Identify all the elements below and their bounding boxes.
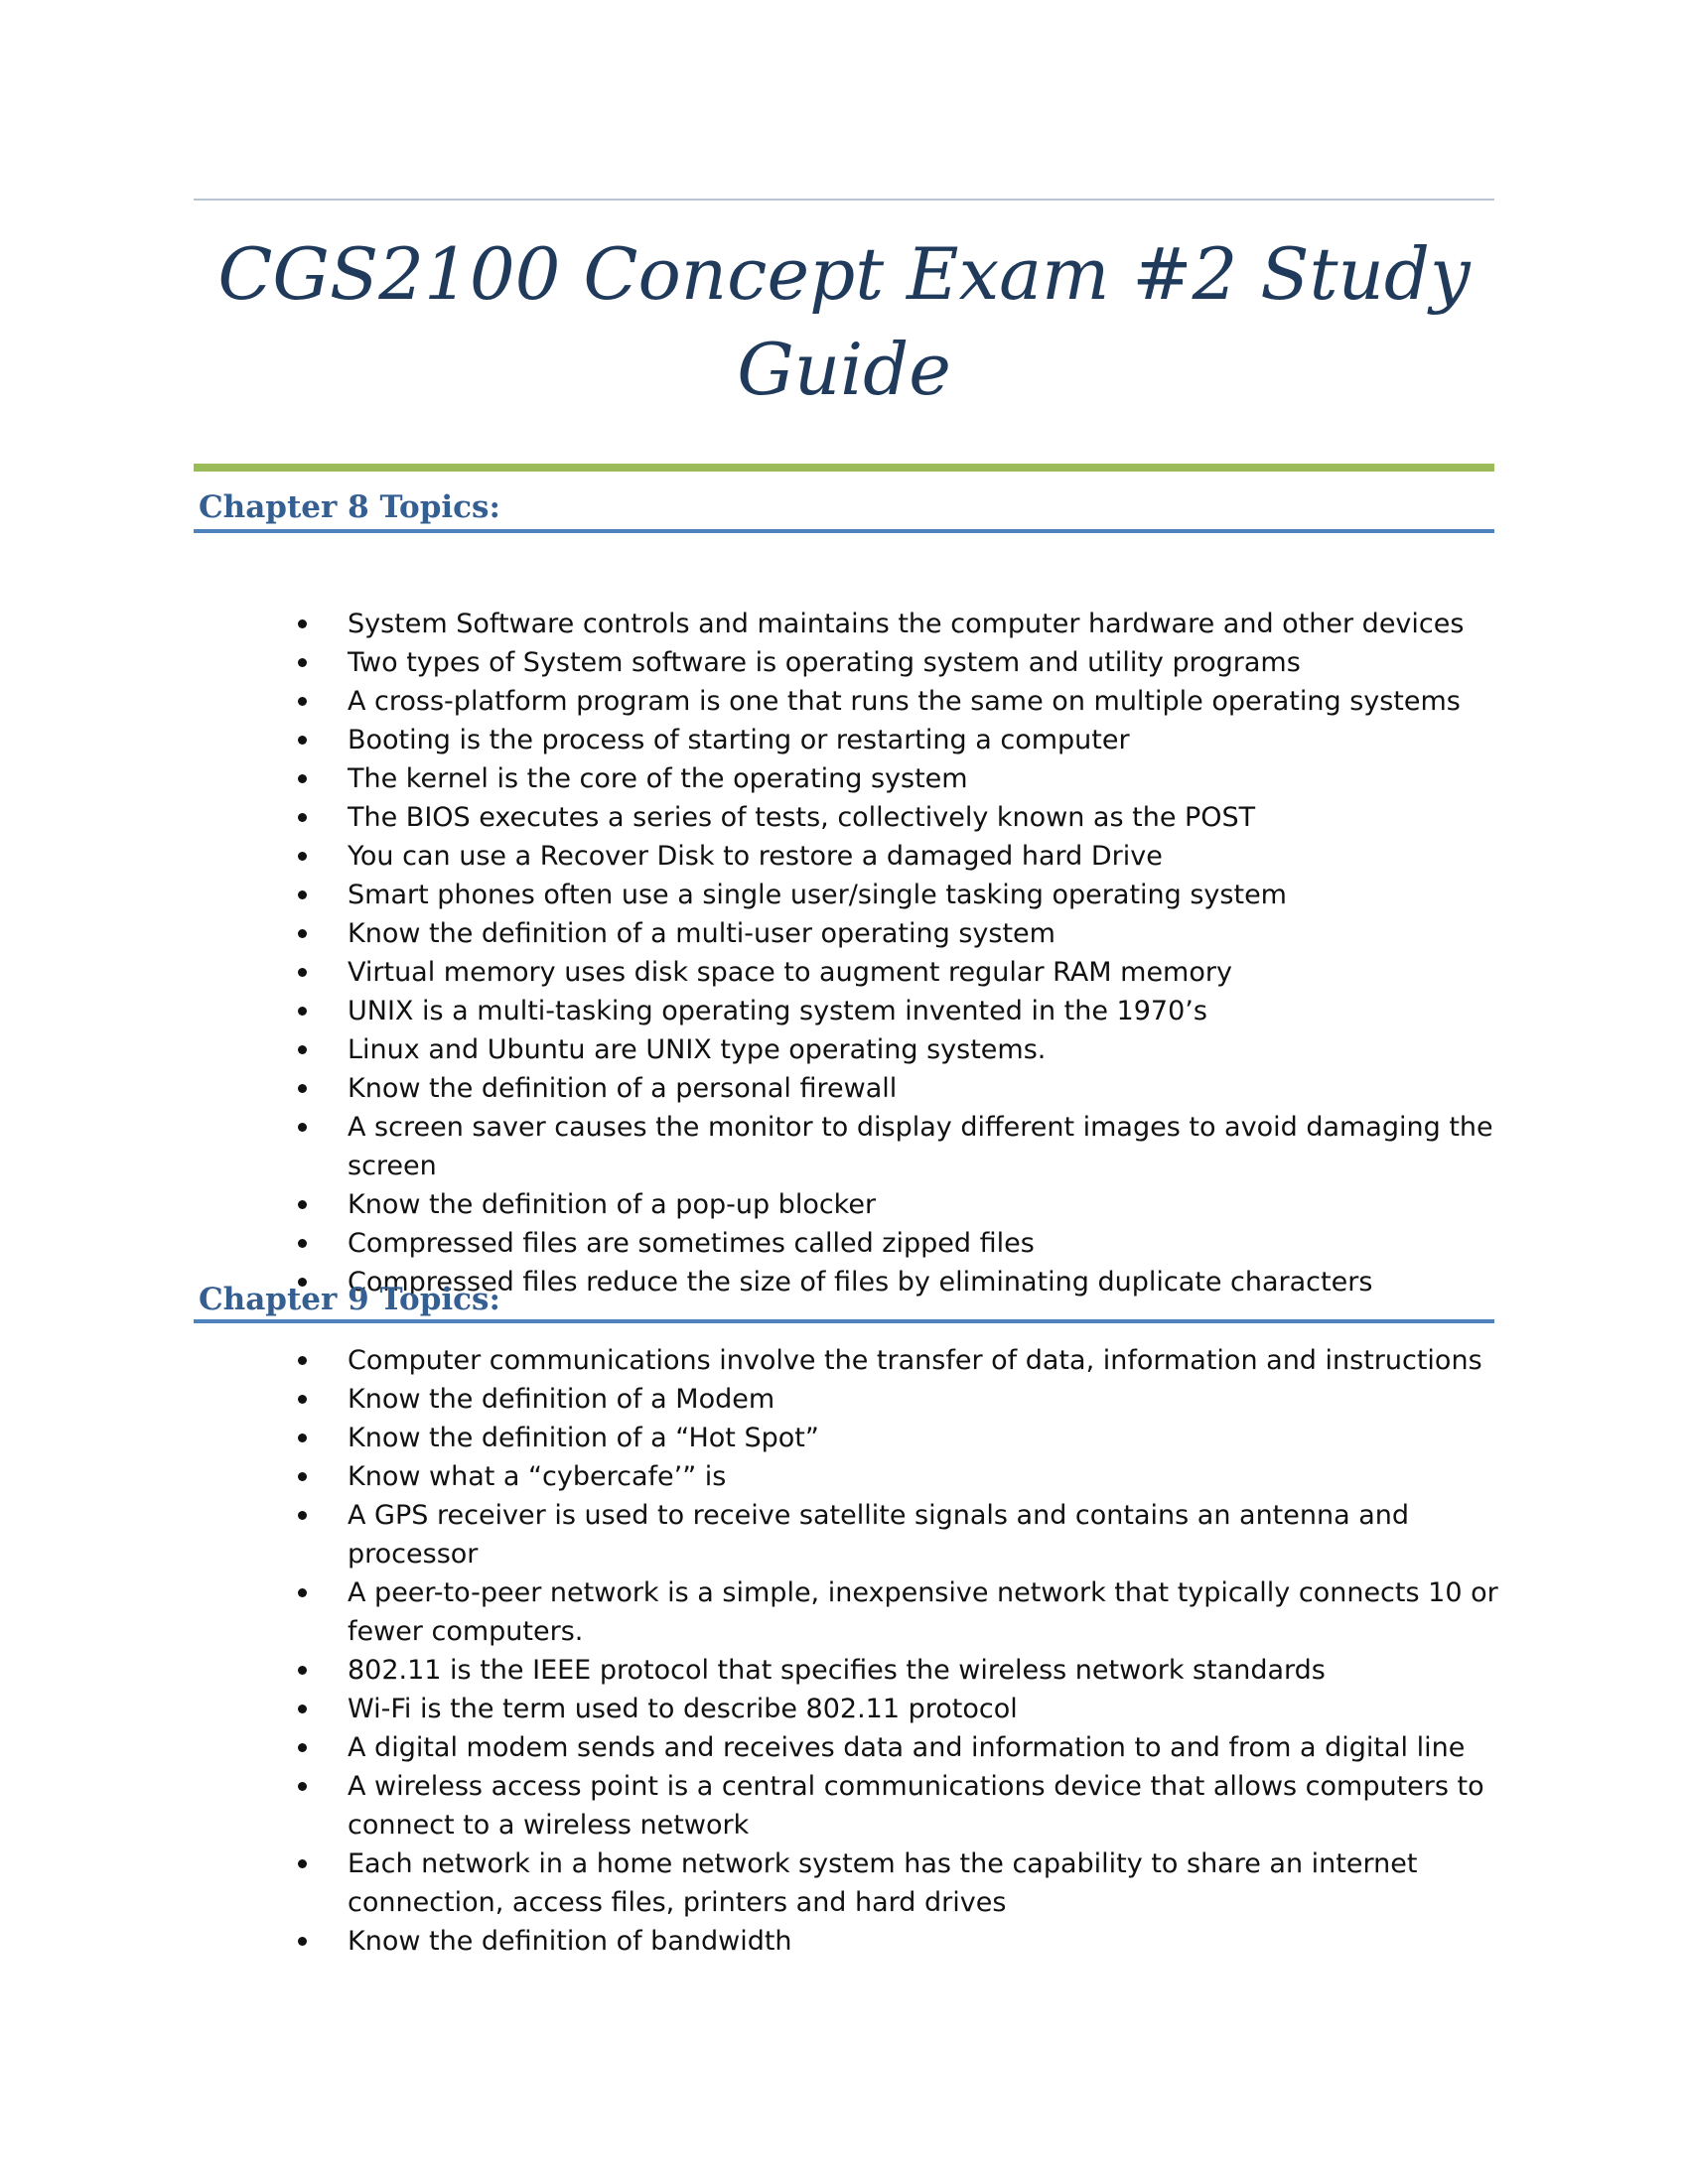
list-item-text: Compressed files reduce the size of files by eliminating duplicate characters <box>348 1267 1373 1297</box>
list-item-text: UNIX is a multi-tasking operating system invented in the 1970’s <box>348 996 1207 1026</box>
section-heading-chapter-9: Chapter 9 Topics: <box>199 1282 500 1317</box>
list-item-text: A cross-platform program is one that runs the same on multiple operating systems <box>348 686 1461 717</box>
bullet-list-chapter-9 <box>348 1341 1499 1961</box>
section-heading-chapter-8: Chapter 8 Topics: <box>199 489 500 525</box>
list-item-text: Two types of System software is operating system and utility programs <box>348 647 1301 678</box>
list-item-text: Booting is the process of starting or restarting a computer <box>348 725 1130 755</box>
bullet-icon <box>298 1511 307 1520</box>
list-item <box>348 682 1499 721</box>
section-divider-chapter-8 <box>194 529 1494 533</box>
list-item <box>348 914 1499 953</box>
bullet-icon <box>298 1007 307 1016</box>
list-item <box>348 1380 1499 1419</box>
list-item-text: A GPS receiver is used to receive satellite signals and contains an antenna and processor <box>348 1500 1410 1570</box>
bullet-icon <box>298 1743 307 1752</box>
list-item <box>348 1922 1499 1961</box>
list-item <box>348 798 1499 837</box>
list-item-text: Smart phones often use a single user/single tasking operating system <box>348 880 1287 910</box>
list-item-text: Know the definition of a multi-user operating system <box>348 918 1055 949</box>
list-item <box>348 1690 1499 1728</box>
list-item <box>348 1496 1499 1573</box>
list-item <box>348 1069 1499 1108</box>
list-item-text: 802.11 is the IEEE protocol that specifies the wireless network standards <box>348 1655 1326 1686</box>
list-item-text: You can use a Recover Disk to restore a damaged hard Drive <box>348 841 1163 872</box>
bullet-icon <box>298 1859 307 1868</box>
list-item-text: Know the definition of a pop-up blocker <box>348 1189 877 1220</box>
bullet-icon <box>298 736 307 745</box>
list-item <box>348 1263 1499 1301</box>
page-title: CGS2100 Concept Exam #2 Study Guide <box>217 232 1471 411</box>
bullet-icon <box>298 968 307 977</box>
list-item <box>348 992 1499 1030</box>
list-item-text: Linux and Ubuntu are UNIX type operating systems. <box>348 1034 1047 1065</box>
list-item-text: Wi-Fi is the term used to describe 802.11 protocol <box>348 1694 1018 1724</box>
top-divider <box>194 199 1494 201</box>
list-item-text: A digital modem sends and receives data and information to and from a digital line <box>348 1732 1466 1763</box>
list-item-text: Know the definition of a personal firewall <box>348 1073 898 1104</box>
bullet-icon <box>298 1356 307 1365</box>
list-item-text: A wireless access point is a central communications device that allows computers to connect to a wireless network <box>348 1771 1484 1841</box>
list-item-text: Compressed files are sometimes called zipped files <box>348 1228 1035 1259</box>
list-item <box>348 1651 1499 1690</box>
list-item <box>348 1419 1499 1457</box>
bullet-icon <box>298 1123 307 1132</box>
list-item <box>348 759 1499 798</box>
bullet-icon <box>298 890 307 899</box>
bullet-icon <box>298 1433 307 1442</box>
list-item-text: Each network in a home network system has the capability to share an internet connection, access files, printers and hard drives <box>348 1848 1418 1918</box>
bullet-icon <box>298 1395 307 1404</box>
bullet-icon <box>298 1045 307 1054</box>
list-item-text: Know the definition of a Modem <box>348 1384 775 1415</box>
list-item <box>348 837 1499 876</box>
list-item-text: Know what a “cybercafe’” is <box>348 1461 727 1492</box>
list-item <box>348 1185 1499 1224</box>
list-item-text: Computer communications involve the transfer of data, information and instructions <box>348 1345 1482 1376</box>
list-item-text: The BIOS executes a series of tests, collectively known as the POST <box>348 802 1256 833</box>
list-item <box>348 1728 1499 1767</box>
bullet-icon <box>298 1472 307 1481</box>
bullet-icon <box>298 1782 307 1791</box>
list-item <box>348 1030 1499 1069</box>
bullet-icon <box>298 813 307 822</box>
list-item <box>348 1108 1499 1185</box>
list-item <box>348 876 1499 914</box>
bullet-icon <box>298 1937 307 1946</box>
list-item-text: The kernel is the core of the operating system <box>348 763 968 794</box>
list-item-text: Know the definition of a “Hot Spot” <box>348 1423 819 1453</box>
list-item <box>348 605 1499 643</box>
list-item <box>348 1224 1499 1263</box>
bullet-icon <box>298 697 307 706</box>
list-item-text: Know the definition of bandwidth <box>348 1926 792 1957</box>
bullet-icon <box>298 774 307 783</box>
list-item-text: Virtual memory uses disk space to augment regular RAM memory <box>348 957 1232 988</box>
bullet-icon <box>298 1200 307 1209</box>
bullet-icon <box>298 1084 307 1093</box>
list-item <box>348 1844 1499 1922</box>
bullet-list-chapter-8 <box>348 605 1499 1301</box>
title-divider <box>194 464 1494 472</box>
bullet-icon <box>298 1588 307 1597</box>
bullet-icon <box>298 658 307 667</box>
section-divider-chapter-9 <box>194 1319 1494 1323</box>
list-item <box>348 1457 1499 1496</box>
bullet-icon <box>298 1239 307 1248</box>
list-item-text: System Software controls and maintains the computer hardware and other devices <box>348 609 1465 639</box>
list-item <box>348 1767 1499 1844</box>
bullet-icon <box>298 1666 307 1675</box>
bullet-icon <box>298 929 307 938</box>
bullet-icon <box>298 852 307 861</box>
list-item <box>348 953 1499 992</box>
list-item-text: A screen saver causes the monitor to display different images to avoid damaging the screen <box>348 1112 1493 1181</box>
list-item-text: A peer-to-peer network is a simple, inexpensive network that typically connects 10 or fewer computers. <box>348 1577 1498 1647</box>
list-item <box>348 721 1499 759</box>
list-item <box>348 1341 1499 1380</box>
bullet-icon <box>298 619 307 628</box>
list-item <box>348 643 1499 682</box>
bullet-icon <box>298 1705 307 1713</box>
list-item <box>348 1573 1499 1651</box>
